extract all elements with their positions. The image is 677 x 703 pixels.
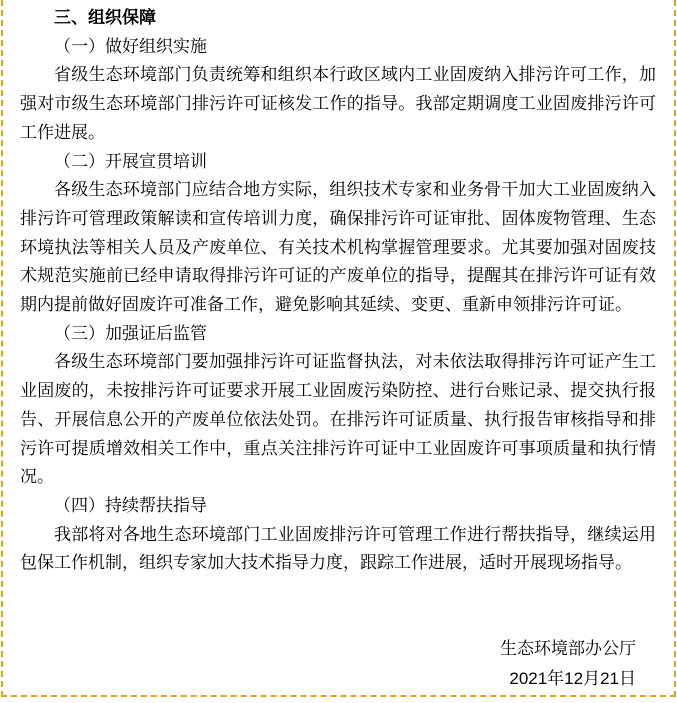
signature-block <box>20 634 656 694</box>
section-paragraph: 各级生态环境部门应结合地方实际，组织技术专家和业务骨干加大工业固废纳入排污许可管理政策解读和宣传培训力度，确保排污许可证审批、固体废物管理、生态环境执法等相关人员及产废单位、有关技术机构掌握管理要求。尤其要加强对固废技术规范实施前已经申请取得排污许可证的产废单位的指导，提醒其在排污许可证有效期内提前做好固废许可准备工作，避免影响其延续、变更、重新申领排污许可证。 <box>20 180 656 315</box>
document-title: 三、组织保障 <box>54 8 156 27</box>
section-organize-implementation <box>20 33 656 148</box>
section-heading: （一）做好组织实施 <box>54 36 207 56</box>
section-heading: （三）加强证后监管 <box>54 323 207 343</box>
signature: 生态环境部办公厅 <box>500 639 636 659</box>
section-post-permit-supervision <box>20 320 656 492</box>
section-paragraph: 我部将对各地生态环境部门工业固废排污许可管理工作进行帮扶指导，继续运用包保工作机制，组织专家加大技术指导力度，跟踪工作进展，适时开展现场指导。 <box>20 524 656 573</box>
section-heading: （二）开展宣贯培训 <box>54 151 207 171</box>
section-heading: （四）持续帮扶指导 <box>54 495 207 515</box>
document-content <box>3 0 674 694</box>
section-paragraph: 各级生态环境部门要加强排污许可证监督执法，对未依法取得排污许可证产生工业固废的，未按排污许可证要求开展工业固废污染防控、进行台账记录、提交执行报告、开展信息公开的产废单位依法处罚。在排污许可证质量、执行报告审核指导和排污许可提质增效相关工作中，重点关注排污许可证中工业固废许可事项质量和执行情况。 <box>20 352 656 487</box>
signature-date: 2021年12月21日 <box>509 669 636 689</box>
section-training-publicity <box>20 148 656 320</box>
section-continuous-guidance <box>20 492 656 578</box>
document-page <box>1 0 676 697</box>
section-paragraph: 省级生态环境部门负责统筹和组织本行政区域内工业固废纳入排污许可工作，加强对市级生态环境部门排污许可证核发工作的指导。我部定期调度工业固废排污许可工作进展。 <box>20 65 656 142</box>
